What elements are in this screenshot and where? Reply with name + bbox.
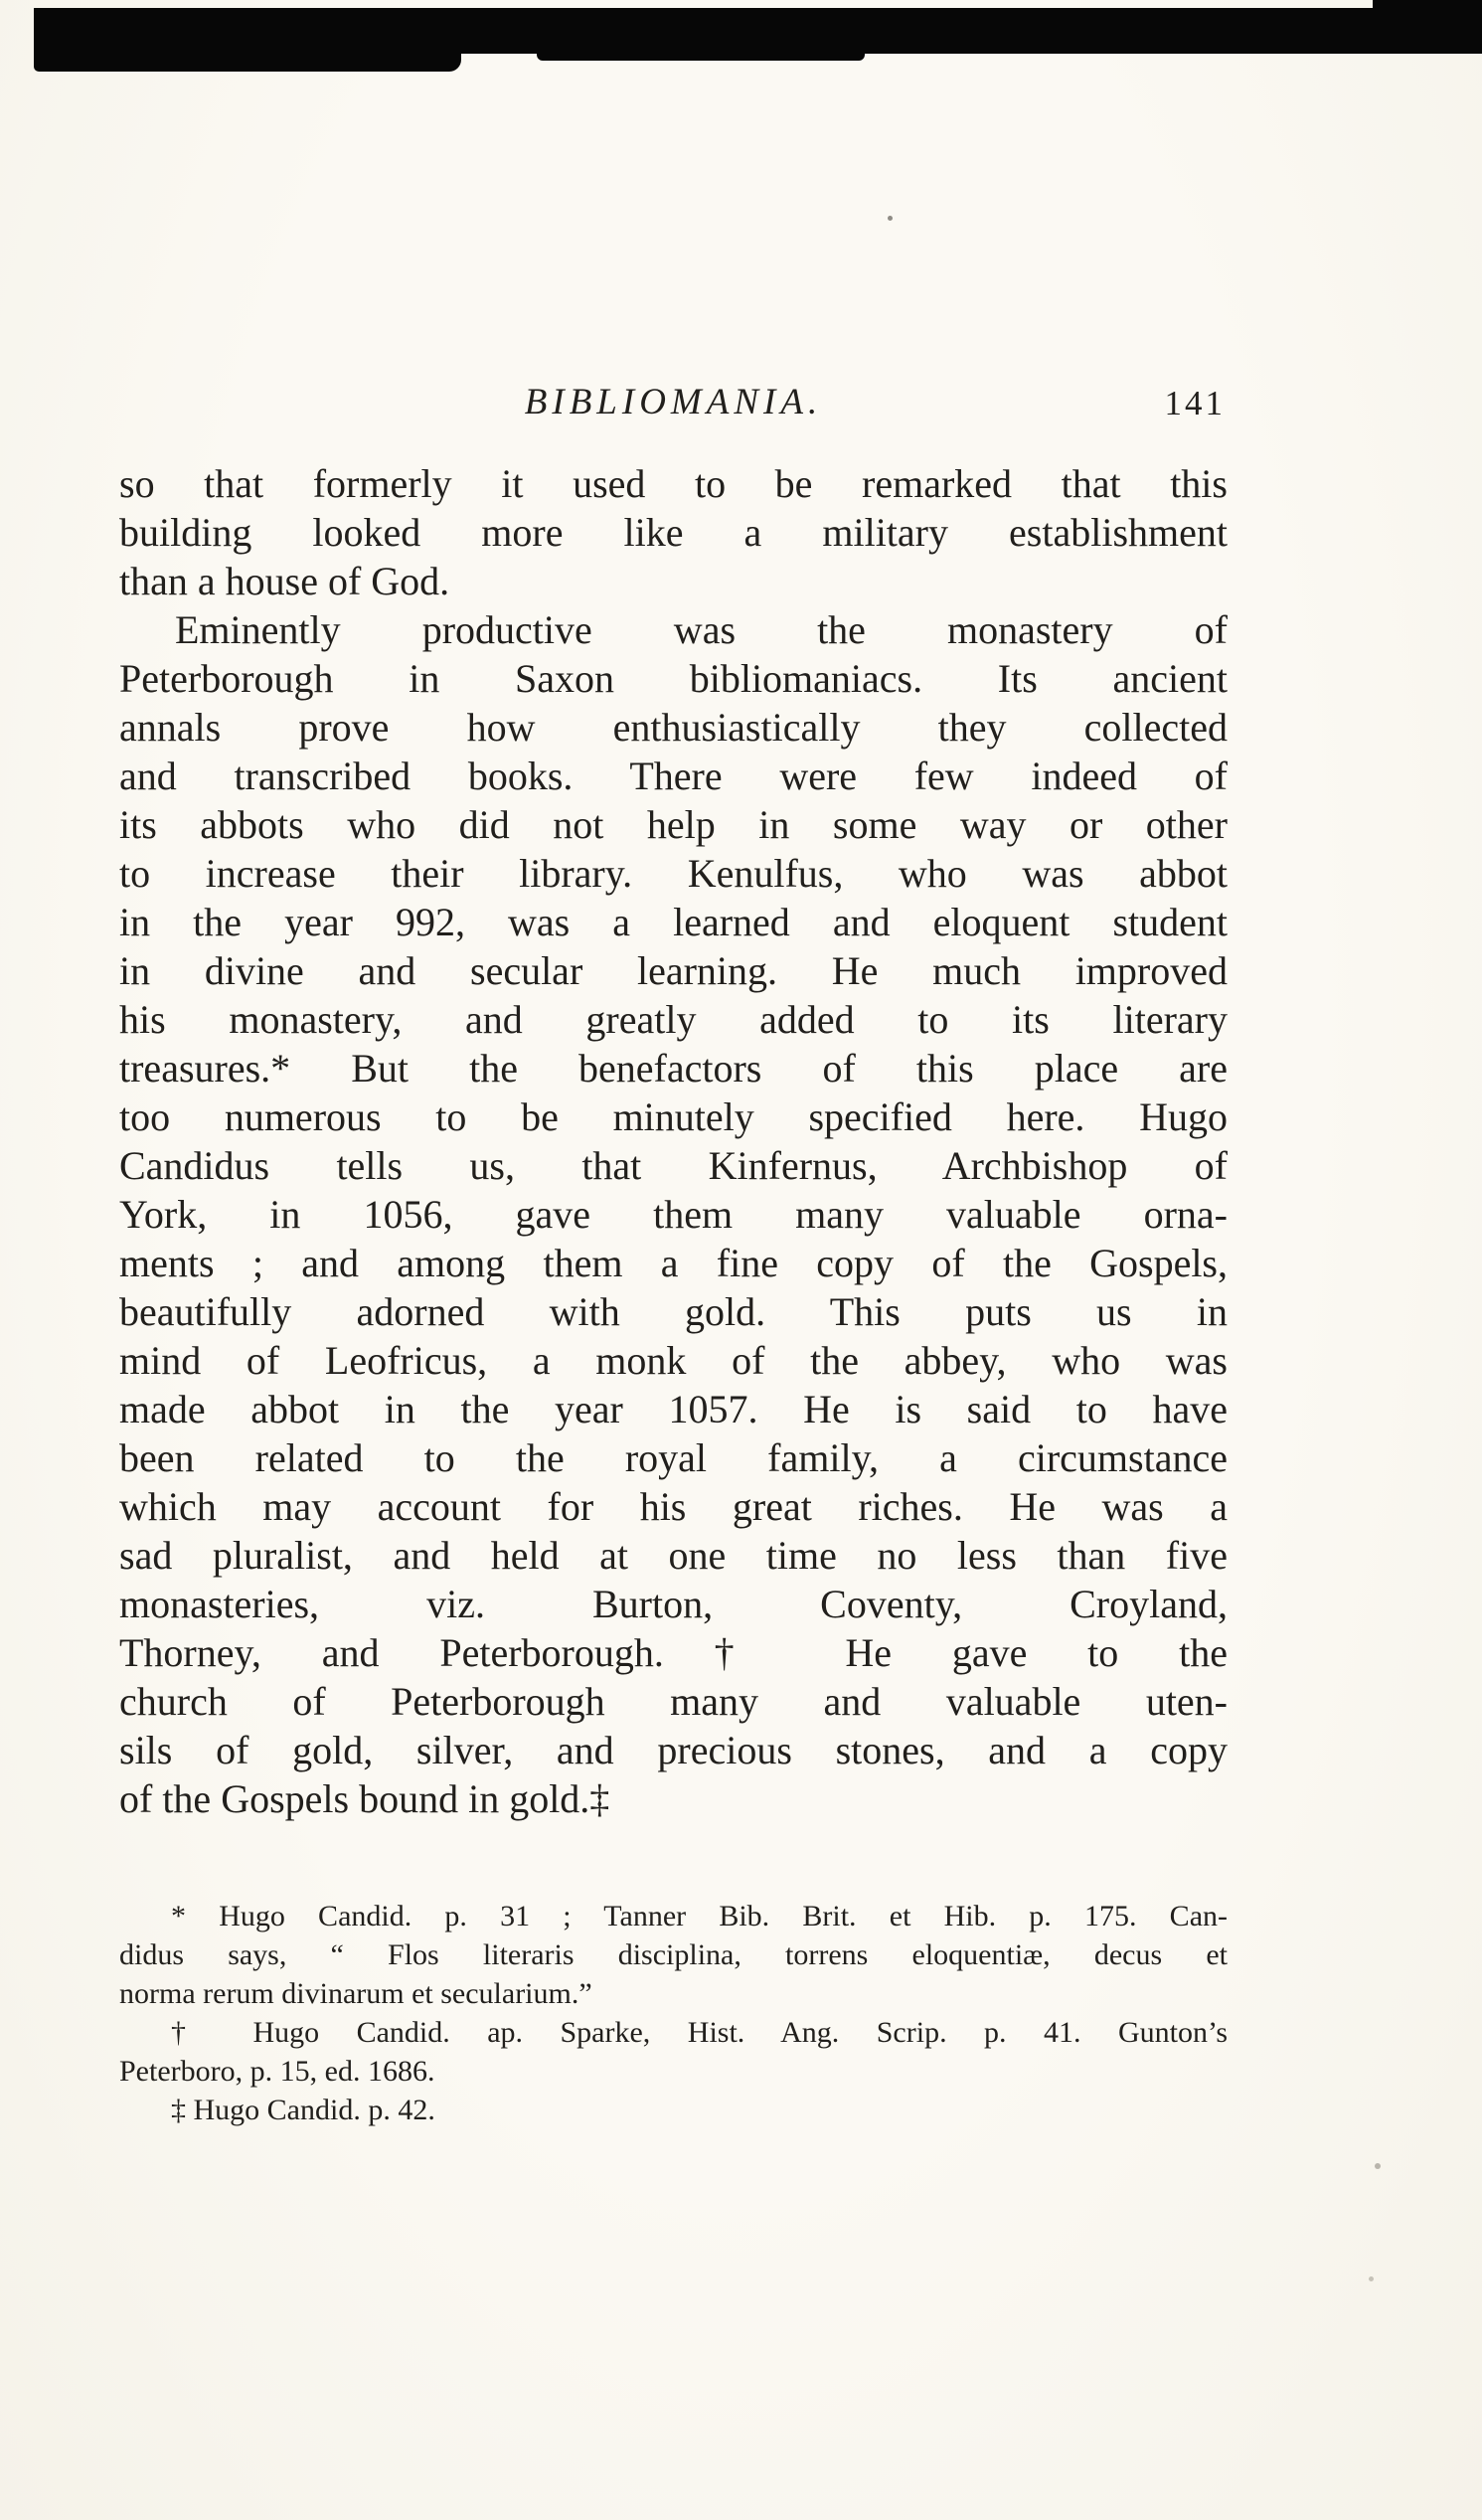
footnote-1 [119, 1897, 1228, 2013]
body-text [119, 459, 1228, 1823]
text-line: York, in 1056, gave them many valuable orna- [119, 1192, 1228, 1237]
text-line: † Hugo Candid. ap. Sparke, Hist. Ang. Scrip. p. 41. Gunton’s [171, 2016, 1228, 2049]
text-line: sad pluralist, and held at one time no less than five [119, 1533, 1228, 1578]
scan-bar-smudge [34, 50, 461, 72]
text-line: monasteries, viz. Burton, Coventy, Croyland, [119, 1582, 1228, 1626]
scan-bar-smudge [537, 50, 865, 61]
text-line: beautifully adorned with gold. This puts us in [119, 1289, 1228, 1334]
text-line: norma rerum divinarum et secularium.” [119, 1977, 592, 2010]
text-line: ‡ Hugo Candid. p. 42. [171, 2094, 435, 2126]
text-line: church of Peterborough many and valuable uten- [119, 1679, 1228, 1724]
text-line: which may account for his great riches. He was a [119, 1484, 1228, 1529]
text-line: been related to the royal family, a circumstance [119, 1435, 1228, 1480]
text-line: so that formerly it used to be remarked that this [119, 461, 1228, 506]
paragraph-1 [119, 459, 1228, 605]
text-line: Thorney, and Peterborough.† He gave to the [119, 1630, 1228, 1675]
text-line: his monastery, and greatly added to its literary [119, 997, 1228, 1042]
scan-bar-main [34, 8, 1482, 54]
paragraph-2 [119, 605, 1228, 1823]
text-line: treasures.* But the benefactors of this place are [119, 1046, 1228, 1091]
text-line: ments ; and among them a fine copy of the Gospels, [119, 1241, 1228, 1285]
text-line: Eminently productive was the monastery of [175, 607, 1228, 652]
text-line: of the Gospels bound in gold.‡ [119, 1776, 610, 1821]
text-line: annals prove how enthusiastically they collected [119, 705, 1228, 750]
text-line: didus says, “ Flos literaris disciplina, torrens eloquentiæ, decus et [119, 1938, 1228, 1971]
text-line: its abbots who did not help in some way or other [119, 802, 1228, 847]
footnote-3 [119, 2091, 1228, 2129]
footnotes [119, 1897, 1228, 2129]
running-title: BIBLIOMANIA. [524, 382, 823, 422]
text-line: in the year 992, was a learned and eloquent student [119, 900, 1228, 944]
page-number: 141 [1164, 384, 1226, 422]
text-line: building looked more like a military establishment [119, 510, 1228, 555]
page-header [119, 381, 1228, 430]
text-line: Candidus tells us, that Kinfernus, Archbishop of [119, 1143, 1228, 1188]
scan-speck [888, 216, 893, 221]
text-line: made abbot in the year 1057. He is said to have [119, 1387, 1228, 1431]
text-line: Peterboro, p. 15, ed. 1686. [119, 2055, 435, 2088]
text-line: too numerous to be minutely specified here. Hugo [119, 1094, 1228, 1139]
text-line: Peterborough in Saxon bibliomaniacs. Its ancient [119, 656, 1228, 701]
text-line: in divine and secular learning. He much improved [119, 948, 1228, 993]
scan-speck [1375, 2163, 1381, 2169]
text-line: sils of gold, silver, and precious stones, and a copy [119, 1728, 1228, 1772]
text-line: than a house of God. [119, 559, 450, 603]
text-line: mind of Leofricus, a monk of the abbey, who was [119, 1338, 1228, 1383]
text-line: to increase their library. Kenulfus, who was abbot [119, 851, 1228, 896]
footnote-2 [119, 2013, 1228, 2091]
scan-speck [1369, 2276, 1374, 2281]
scan-bar-corner [1373, 0, 1482, 26]
text-line: * Hugo Candid. p. 31 ; Tanner Bib. Brit. et Hib. p. 175. Can- [171, 1900, 1228, 1932]
text-line: and transcribed books. There were few indeed of [119, 754, 1228, 798]
